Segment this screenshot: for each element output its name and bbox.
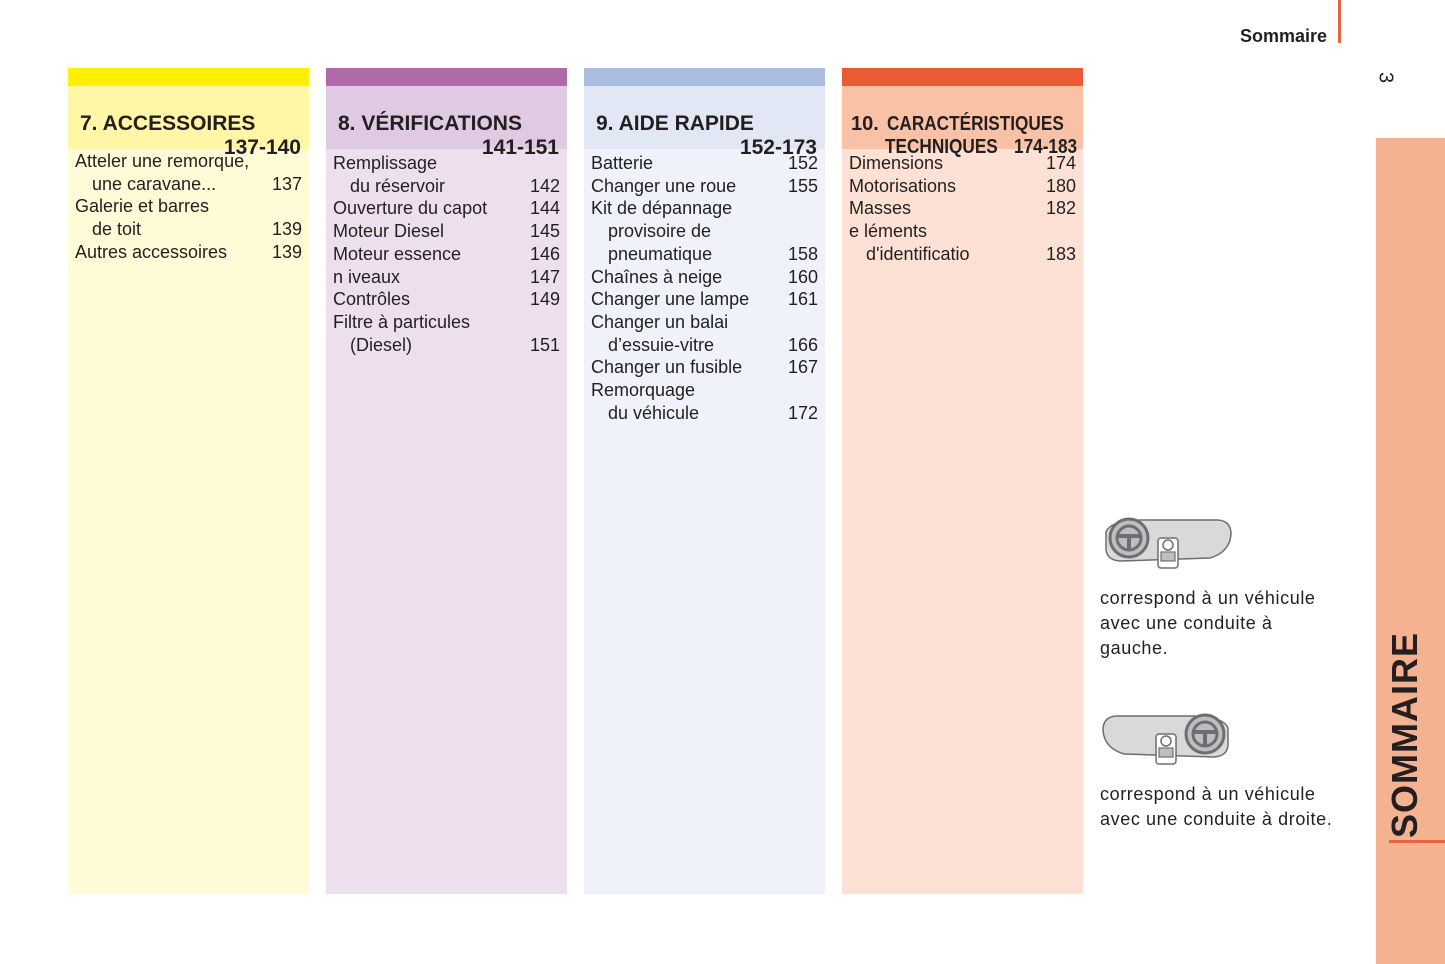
toc-entry-label: e léments (849, 221, 928, 242)
toc-entry-label: Contrôles (333, 289, 411, 310)
toc-entry[interactable] (326, 220, 567, 243)
section-title-line1 (851, 113, 1092, 136)
right-hand-drive-icon (1100, 712, 1234, 772)
toc-entry-label: Galerie et barres (75, 196, 210, 217)
toc-entry-page: 151 (529, 334, 560, 355)
section-title-word: TECHNIQUES (885, 136, 998, 158)
toc-entry[interactable] (68, 195, 309, 240)
toc-entry-page: 152 (787, 153, 818, 173)
section-caracteristiques-techniques (842, 68, 1083, 894)
legend-right-hand-drive (1100, 712, 1340, 832)
toc-entry[interactable] (584, 356, 825, 379)
section-number: 10. (851, 113, 879, 135)
toc-entry-page: 183 (1045, 243, 1076, 264)
section-title: 9. AIDE RAPIDE (596, 112, 754, 135)
toc-entry-page: 144 (529, 198, 560, 219)
toc-entry[interactable] (584, 152, 825, 175)
toc-entry-page: 161 (787, 289, 818, 310)
legend-left-hand-drive (1100, 516, 1340, 661)
toc-entry-label: Chaînes à neige (591, 266, 723, 287)
section-color-strip (842, 68, 1083, 86)
section-title: 8. VÉRIFICATIONS (338, 112, 522, 135)
toc-entry-page: 142 (529, 175, 560, 196)
toc-entry-label: une caravane... (92, 173, 217, 194)
left-hand-drive-icon (1100, 516, 1234, 576)
toc-entry-label: du véhicule (608, 402, 700, 423)
page-number: 3 (1374, 71, 1397, 84)
toc-entry-page: 146 (529, 243, 560, 264)
toc-entry-label: Moteur Diesel (333, 221, 445, 242)
entry-list (326, 149, 567, 356)
toc-entry-page: 172 (787, 402, 818, 423)
toc-entry-label: Moteur essence (333, 243, 462, 264)
entry-list (842, 149, 1083, 266)
toc-entry-label: Remplissage (333, 153, 438, 173)
section-title-word: CARACTÉRISTIQUES (886, 113, 1064, 135)
toc-entry-page: 145 (529, 221, 560, 242)
toc-entry-label: Changer un balai (591, 311, 729, 332)
toc-entry-label: Filtre à particules (333, 311, 471, 332)
toc-entry-page: 137 (271, 173, 302, 194)
section-color-strip (584, 68, 825, 86)
toc-entry[interactable] (326, 311, 567, 356)
section-page-range: 137-140 (223, 136, 301, 159)
toc-entry-page: 139 (271, 241, 302, 262)
toc-entry-label: de toit (92, 219, 142, 240)
toc-entry-page: 139 (271, 219, 302, 240)
toc-entry[interactable] (326, 197, 567, 220)
section-title: 7. ACCESSOIRES (80, 112, 256, 135)
section-page-range: 141-151 (481, 136, 559, 159)
toc-entry-label: Batterie (591, 153, 654, 173)
side-tab-label: SOMMAIRE (1384, 632, 1425, 838)
entry-list (68, 149, 309, 264)
section-header[interactable] (68, 86, 309, 159)
toc-entry[interactable] (842, 152, 1083, 175)
toc-entry[interactable] (842, 220, 1083, 265)
toc-entry-page: 174 (1045, 153, 1076, 173)
section-color-strip (68, 68, 309, 86)
toc-entry[interactable] (842, 197, 1083, 220)
toc-entry-page: 182 (1045, 198, 1076, 219)
toc-entry-label: Kit de dépannage (591, 198, 733, 219)
toc-entry-label: d’essuie-vitre (608, 334, 715, 355)
toc-entry[interactable] (584, 197, 825, 265)
toc-entry-label: n iveaux (333, 266, 401, 287)
toc-entry[interactable] (584, 288, 825, 311)
toc-entry-label: Masses (849, 198, 912, 219)
toc-entry-label: Changer un fusible (591, 357, 743, 378)
toc-entry-page: 149 (529, 289, 560, 310)
toc-entry-label: Autres accessoires (75, 241, 228, 262)
section-header[interactable] (326, 86, 567, 159)
toc-entry-label: Remorquage (591, 380, 696, 401)
toc-entry[interactable] (584, 266, 825, 289)
section-page-range: 174-183 (1014, 136, 1078, 158)
section-page-range: 152-173 (739, 136, 817, 159)
toc-entry-page: 155 (787, 175, 818, 196)
toc-entry[interactable] (68, 150, 309, 195)
toc-entry-label: Changer une roue (591, 175, 737, 196)
toc-entry[interactable] (68, 241, 309, 264)
toc-entry[interactable] (326, 288, 567, 311)
toc-entry-label: (Diesel) (350, 334, 413, 355)
entry-list (584, 149, 825, 424)
toc-entry-label: Dimensions (849, 153, 944, 173)
toc-entry-page: 167 (787, 357, 818, 378)
toc-entry-page: 160 (787, 266, 818, 287)
toc-entry-label: Ouverture du capot (333, 198, 488, 219)
toc-entry-label: Changer une lampe (591, 289, 750, 310)
header-accent-rule (1338, 0, 1341, 43)
side-tab-accent-rule (1389, 840, 1445, 843)
section-aide-rapide (584, 68, 825, 894)
toc-entry[interactable] (326, 266, 567, 289)
legend-text: correspond à un véhicule avec une conduite à gauche. (1100, 588, 1316, 658)
section-verifications (326, 68, 567, 894)
toc-entry[interactable] (842, 175, 1083, 198)
legend-text: correspond à un véhicule avec une conduite à droite. (1100, 784, 1333, 829)
toc-entry-label: du réservoir (350, 175, 446, 196)
toc-entry-page: 180 (1045, 175, 1076, 196)
toc-entry-label: d'identificatio (866, 243, 970, 264)
toc-entry[interactable] (584, 311, 825, 356)
section-header[interactable] (842, 86, 1083, 158)
section-color-strip (326, 68, 567, 86)
toc-entry-label: Motorisations (849, 175, 957, 196)
toc-entry-label: Atteler une remorque, (75, 151, 250, 171)
toc-entry-label: provisoire de (608, 221, 712, 242)
toc-entry[interactable] (326, 243, 567, 266)
toc-entry[interactable] (584, 175, 825, 198)
section-header[interactable] (584, 86, 825, 159)
toc-entry-page: 158 (787, 243, 818, 264)
toc-entry-label: pneumatique (608, 243, 713, 264)
toc-entry[interactable] (584, 379, 825, 424)
page-header-title: Sommaire (1239, 26, 1327, 46)
toc-entry-page: 147 (529, 266, 560, 287)
toc-entry-page: 166 (787, 334, 818, 355)
toc-entry[interactable] (326, 152, 567, 197)
section-accessoires (68, 68, 309, 894)
